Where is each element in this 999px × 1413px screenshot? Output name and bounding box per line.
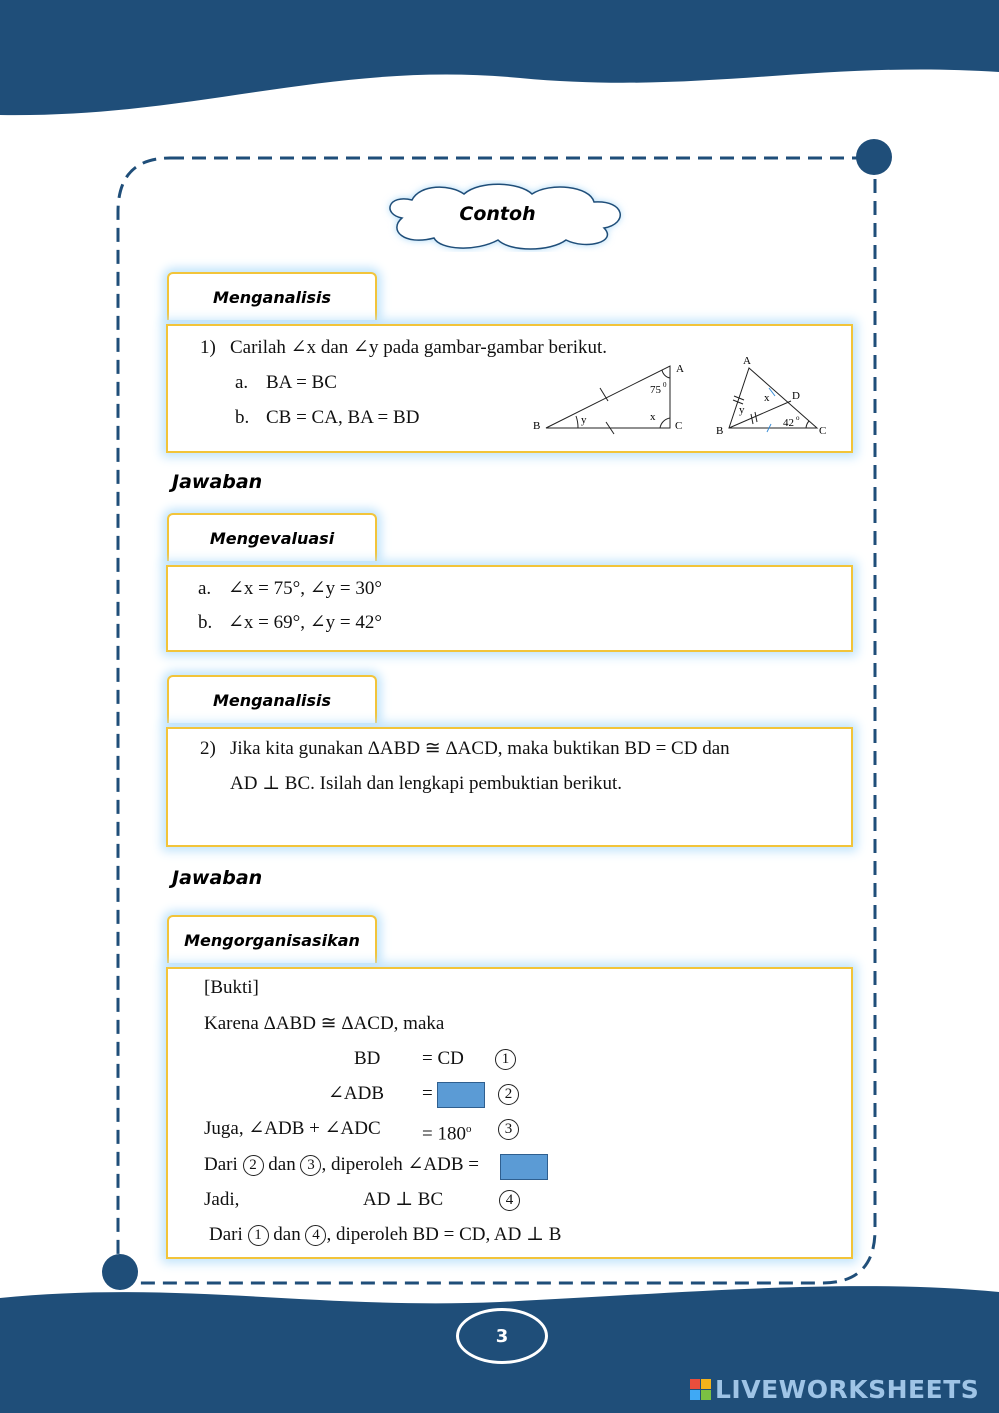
jawaban-heading-2: Jawaban bbox=[172, 867, 263, 889]
question1-item-a-label: a. bbox=[235, 372, 249, 393]
step-2-marker bbox=[498, 1083, 519, 1105]
triangle-figure-1 bbox=[528, 356, 693, 436]
row2-eq: = bbox=[422, 1083, 433, 1104]
fig1-angle: 75 bbox=[650, 384, 661, 396]
fig2-label-D: D bbox=[792, 390, 800, 402]
section1-box bbox=[166, 324, 853, 453]
fig1-label-A: A bbox=[676, 363, 684, 375]
step-3-marker bbox=[498, 1118, 519, 1140]
dari-conclusion: , diperoleh ∠ADB = bbox=[321, 1154, 479, 1175]
answer-blank-2[interactable] bbox=[500, 1154, 548, 1180]
fig2-label-y: y bbox=[739, 404, 745, 416]
step-4-marker bbox=[499, 1189, 520, 1211]
fig1-label-C: C bbox=[675, 420, 683, 432]
answer-blank-1[interactable] bbox=[437, 1082, 485, 1108]
karena-line: Karena ΔABD ≅ ΔACD, maka bbox=[204, 1013, 445, 1034]
final-dari: Dari bbox=[209, 1224, 243, 1245]
page-title: Contoh bbox=[459, 203, 536, 225]
final-step-1: 1 bbox=[248, 1225, 269, 1246]
jadi-word: Jadi, bbox=[204, 1189, 240, 1210]
row1-right: = CD bbox=[422, 1048, 464, 1069]
step-2-number: 2 bbox=[498, 1084, 519, 1105]
jadi-statement: AD ⊥ BC bbox=[363, 1189, 444, 1210]
question1-item-b-label: b. bbox=[235, 407, 250, 428]
section3-tab: Menganalisis bbox=[167, 675, 377, 723]
row3-left: Juga, ∠ADB + ∠ADC bbox=[204, 1118, 381, 1139]
row3-degree: o bbox=[465, 1123, 472, 1135]
final-conclusion: , diperoleh BD = CD, AD ⊥ B bbox=[326, 1224, 562, 1245]
fig2-angle: 42 bbox=[783, 417, 794, 429]
section3-box bbox=[166, 727, 853, 847]
row3-right bbox=[422, 1118, 471, 1145]
triangle-figure-2 bbox=[711, 354, 836, 442]
final-step-4: 4 bbox=[305, 1225, 326, 1246]
watermark bbox=[690, 1374, 979, 1404]
dari-dan: dan bbox=[268, 1154, 296, 1175]
answer-b-label: b. bbox=[198, 612, 213, 633]
fig2-label-B: B bbox=[716, 425, 724, 437]
fig2-label-C: C bbox=[819, 425, 827, 437]
section4-tab: Mengorganisasikan bbox=[167, 915, 377, 963]
question1-item-b-text: CB = CA, BA = BD bbox=[266, 407, 420, 428]
section2-box bbox=[166, 565, 853, 652]
final-line bbox=[209, 1224, 561, 1246]
dari-step-3: 3 bbox=[300, 1155, 321, 1176]
question2-number: 2) bbox=[200, 738, 216, 759]
dari-step-2: 2 bbox=[243, 1155, 264, 1176]
fig1-label-B: B bbox=[533, 420, 541, 432]
question2-line2: AD ⊥ BC. Isilah dan lengkapi pembuktian berikut. bbox=[230, 773, 622, 794]
question1-item-a-text: BA = BC bbox=[266, 372, 337, 393]
jawaban-heading-1: Jawaban bbox=[172, 471, 263, 493]
watermark-text: LIVEWORKSHEETS bbox=[715, 1374, 980, 1404]
page-number: 3 bbox=[495, 1325, 509, 1347]
fig2-label-A: A bbox=[743, 355, 751, 367]
section1-tab: Menganalisis bbox=[167, 272, 377, 320]
fig2-label-x: x bbox=[764, 392, 770, 404]
dari-line bbox=[204, 1154, 479, 1176]
fig1-label-x: x bbox=[650, 411, 656, 423]
row2-left: ∠ADB bbox=[328, 1083, 385, 1104]
question1-text: Carilah ∠x dan ∠y pada gambar-gambar berikut. bbox=[230, 337, 608, 358]
question1-number: 1) bbox=[200, 337, 216, 358]
fig2-angle-deg: o bbox=[796, 414, 800, 422]
step-3-number: 3 bbox=[498, 1119, 519, 1140]
answer-a-label: a. bbox=[198, 578, 212, 599]
fig1-label-y: y bbox=[581, 414, 587, 426]
section2-tab: Mengevaluasi bbox=[167, 513, 377, 561]
question2-line1: Jika kita gunakan ΔABD ≅ ΔACD, maka buktikan BD = CD dan bbox=[230, 738, 730, 759]
bukti-label: [Bukti] bbox=[204, 977, 259, 998]
row1-left: BD bbox=[354, 1048, 381, 1069]
row3-right-value: = 180 bbox=[422, 1123, 466, 1145]
step-4-number: 4 bbox=[499, 1190, 520, 1211]
dari-word: Dari bbox=[204, 1154, 238, 1175]
section4-box bbox=[166, 967, 853, 1259]
step-1-number: 1 bbox=[495, 1049, 516, 1070]
step-1-marker bbox=[495, 1048, 516, 1070]
fig1-angle-deg: 0 bbox=[663, 381, 667, 389]
page-number-badge bbox=[456, 1308, 548, 1364]
watermark-logo-icon bbox=[690, 1379, 711, 1400]
answer-a-text: ∠x = 75°, ∠y = 30° bbox=[228, 578, 382, 599]
final-dan: dan bbox=[273, 1224, 301, 1245]
answer-b-text: ∠x = 69°, ∠y = 42° bbox=[228, 612, 382, 633]
